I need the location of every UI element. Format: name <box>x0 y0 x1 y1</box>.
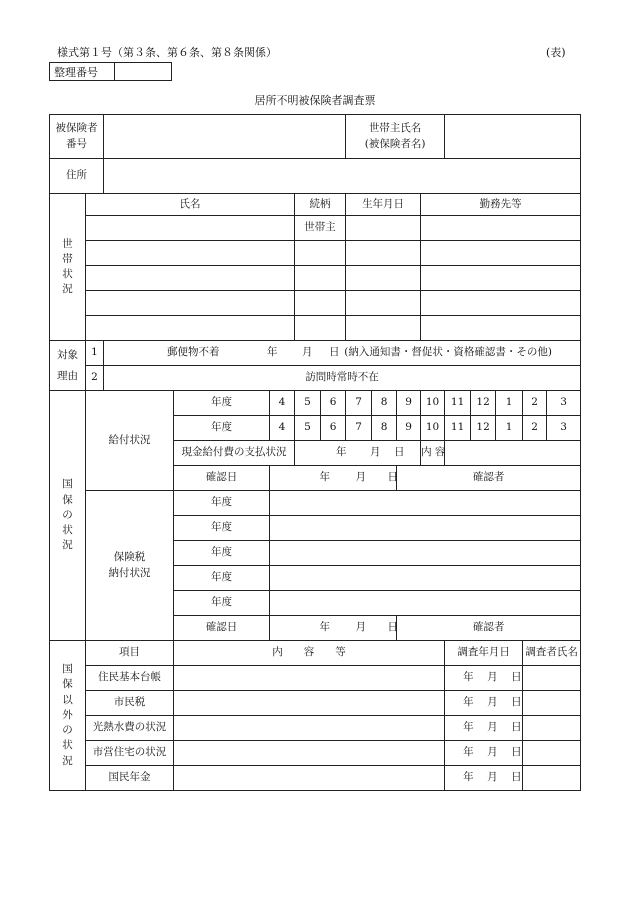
member-birth-field[interactable] <box>346 241 421 266</box>
fiscal-year-label: 年度 <box>174 566 270 591</box>
other-item-label: 市営住宅の状況 <box>86 741 174 766</box>
col-name-header: 氏名 <box>86 194 295 216</box>
other-item-label: 市民税 <box>86 691 174 716</box>
other-date-field[interactable]: 年 月 日 <box>445 666 523 691</box>
col-date-header: 調査年月日 <box>445 641 523 666</box>
month-cell[interactable]: 7 <box>346 391 372 416</box>
member-work-field[interactable] <box>421 266 581 291</box>
check-date-field[interactable]: 年 月 日 <box>270 616 397 641</box>
member-name-field[interactable] <box>86 291 295 316</box>
member-relation-field[interactable] <box>295 266 346 291</box>
insured-number-field[interactable] <box>104 115 346 159</box>
other-content-field[interactable] <box>174 691 445 716</box>
check-date-label: 確認日 <box>174 616 270 641</box>
other-content-field[interactable] <box>174 666 445 691</box>
tax-payment-label: 保険税 納付状況 <box>86 491 174 641</box>
fiscal-year-label: 年度 <box>174 491 270 516</box>
other-date-field[interactable]: 年 月 日 <box>445 716 523 741</box>
month-cell[interactable]: 4 <box>270 416 295 441</box>
member-name-field[interactable] <box>86 266 295 291</box>
other-item-label: 国民年金 <box>86 766 174 791</box>
fiscal-year-label: 年度 <box>174 416 270 441</box>
address-label: 住所 <box>50 159 104 194</box>
table-row <box>50 716 581 741</box>
check-date-field[interactable]: 年 月 日 <box>270 466 397 491</box>
other-investigator-field[interactable] <box>523 716 581 741</box>
cash-payment-label: 現金給付費の支払状況 <box>174 441 295 466</box>
cash-payment-date[interactable]: 年 月 日 <box>295 441 421 466</box>
col-work-header: 勤務先等 <box>421 194 581 216</box>
table-row <box>50 691 581 716</box>
col-investigator-header: 調査者氏名 <box>523 641 581 666</box>
member-work-field[interactable] <box>421 241 581 266</box>
member-relation-cell: 世帯主 <box>295 216 346 241</box>
col-relation-header: 続柄 <box>295 194 346 216</box>
member-relation-field[interactable] <box>295 316 346 341</box>
member-name-field[interactable] <box>86 316 295 341</box>
kokuho-section-label: 国 保 の 状 況 <box>50 391 86 641</box>
other-investigator-field[interactable] <box>523 741 581 766</box>
serial-number-label: 整理番号 <box>50 63 115 81</box>
month-cell[interactable]: 9 <box>397 391 421 416</box>
reason-1-row[interactable] <box>104 341 581 366</box>
member-birth-field[interactable] <box>346 266 421 291</box>
reason-1-day: 日 <box>328 346 340 359</box>
month-cell[interactable]: 7 <box>346 416 372 441</box>
other-content-field[interactable] <box>174 716 445 741</box>
member-name-field[interactable] <box>86 216 295 241</box>
other-date-field[interactable]: 年 月 日 <box>445 766 523 791</box>
member-birth-field[interactable] <box>346 216 421 241</box>
month-cell[interactable]: 11 <box>445 416 471 441</box>
reason-1-note: (納入通知書・督促状・資格確認書・その他) <box>344 346 552 359</box>
form-reference: 様式第１号（第３条、第６条、第８条関係） <box>57 46 277 59</box>
member-birth-field[interactable] <box>346 316 421 341</box>
cash-payment-content-field[interactable] <box>445 441 581 466</box>
month-cell[interactable]: 5 <box>295 416 321 441</box>
reason-1-year: 年 <box>266 346 278 359</box>
check-date-label: 確認日 <box>174 466 270 491</box>
member-birth-field[interactable] <box>346 291 421 316</box>
col-content-header: 内 容 等 <box>174 641 445 666</box>
household-row <box>50 216 581 241</box>
month-cell[interactable]: 11 <box>445 391 471 416</box>
other-content-field[interactable] <box>174 741 445 766</box>
form-title: 居所不明被保険者調査票 <box>254 94 376 107</box>
member-name-field[interactable] <box>86 241 295 266</box>
content-label: 内 容 <box>421 441 445 466</box>
fiscal-year-label: 年度 <box>174 591 270 616</box>
reason-label: 対象 理由 <box>50 341 86 391</box>
benefit-status-label: 給付状況 <box>86 391 174 491</box>
household-row <box>50 291 581 316</box>
tax-year-field[interactable] <box>270 541 581 566</box>
month-cell[interactable]: 12 <box>471 416 496 441</box>
serial-number-box <box>49 62 172 81</box>
reason-1-month: 月 <box>301 346 313 359</box>
fiscal-year-label: 年度 <box>174 541 270 566</box>
member-work-field[interactable] <box>421 316 581 341</box>
head-name-field[interactable] <box>445 115 581 159</box>
reason-1-number: 1 <box>86 341 104 366</box>
household-row <box>50 241 581 266</box>
checker-field[interactable]: 確認者 <box>397 616 581 641</box>
other-investigator-field[interactable] <box>523 666 581 691</box>
other-item-label: 住民基本台帳 <box>86 666 174 691</box>
table-row <box>50 766 581 791</box>
survey-form-table <box>49 114 581 791</box>
member-work-field[interactable] <box>421 216 581 241</box>
month-cell[interactable]: 3 <box>547 391 581 416</box>
month-cell[interactable]: 9 <box>397 416 421 441</box>
other-investigator-field[interactable] <box>523 691 581 716</box>
other-date-field[interactable]: 年 月 日 <box>445 741 523 766</box>
month-cell[interactable]: 10 <box>421 391 445 416</box>
reason-1-text: 郵便物不着 <box>166 346 220 359</box>
month-cell[interactable]: 6 <box>321 391 346 416</box>
table-row <box>50 666 581 691</box>
household-row <box>50 266 581 291</box>
tax-year-field[interactable] <box>270 591 581 616</box>
head-name-label: 世帯主氏名 (被保険者名) <box>346 115 445 159</box>
fiscal-year-label: 年度 <box>174 391 270 416</box>
checker-field[interactable]: 確認者 <box>397 466 581 491</box>
month-cell[interactable]: 2 <box>523 416 547 441</box>
month-cell[interactable]: 2 <box>523 391 547 416</box>
other-content-field[interactable] <box>174 766 445 791</box>
table-row <box>50 741 581 766</box>
month-cell[interactable]: 8 <box>372 416 397 441</box>
other-section-label: 国 保 以 外 の 状 況 <box>50 641 86 791</box>
household-section-label: 世 帯 状 況 <box>50 194 86 341</box>
insured-number-label: 被保険者 番号 <box>50 115 104 159</box>
month-cell[interactable]: 10 <box>421 416 445 441</box>
tax-year-field[interactable] <box>270 516 581 541</box>
month-cell[interactable]: 3 <box>547 416 581 441</box>
member-relation-field[interactable] <box>295 241 346 266</box>
member-work-field[interactable] <box>421 291 581 316</box>
reason-2-text[interactable]: 訪問時常時不在 <box>104 366 581 391</box>
tax-year-field[interactable] <box>270 566 581 591</box>
month-cell[interactable]: 5 <box>295 391 321 416</box>
fiscal-year-label: 年度 <box>174 516 270 541</box>
household-row <box>50 316 581 341</box>
col-birth-header: 生年月日 <box>346 194 421 216</box>
month-cell[interactable]: 4 <box>270 391 295 416</box>
month-cell[interactable]: 12 <box>471 391 496 416</box>
side-label: (表) <box>546 46 566 59</box>
month-cell[interactable]: 1 <box>496 416 523 441</box>
reason-2-number: 2 <box>86 366 104 391</box>
address-field[interactable] <box>104 159 581 194</box>
month-cell[interactable]: 1 <box>496 391 523 416</box>
other-item-label: 光熱水費の状況 <box>86 716 174 741</box>
col-item-header: 項目 <box>86 641 174 666</box>
tax-year-field[interactable] <box>270 491 581 516</box>
other-investigator-field[interactable] <box>523 766 581 791</box>
serial-number-field[interactable] <box>115 63 172 81</box>
month-cell[interactable]: 6 <box>321 416 346 441</box>
month-cell[interactable]: 8 <box>372 391 397 416</box>
other-date-field[interactable]: 年 月 日 <box>445 691 523 716</box>
member-relation-field[interactable] <box>295 291 346 316</box>
